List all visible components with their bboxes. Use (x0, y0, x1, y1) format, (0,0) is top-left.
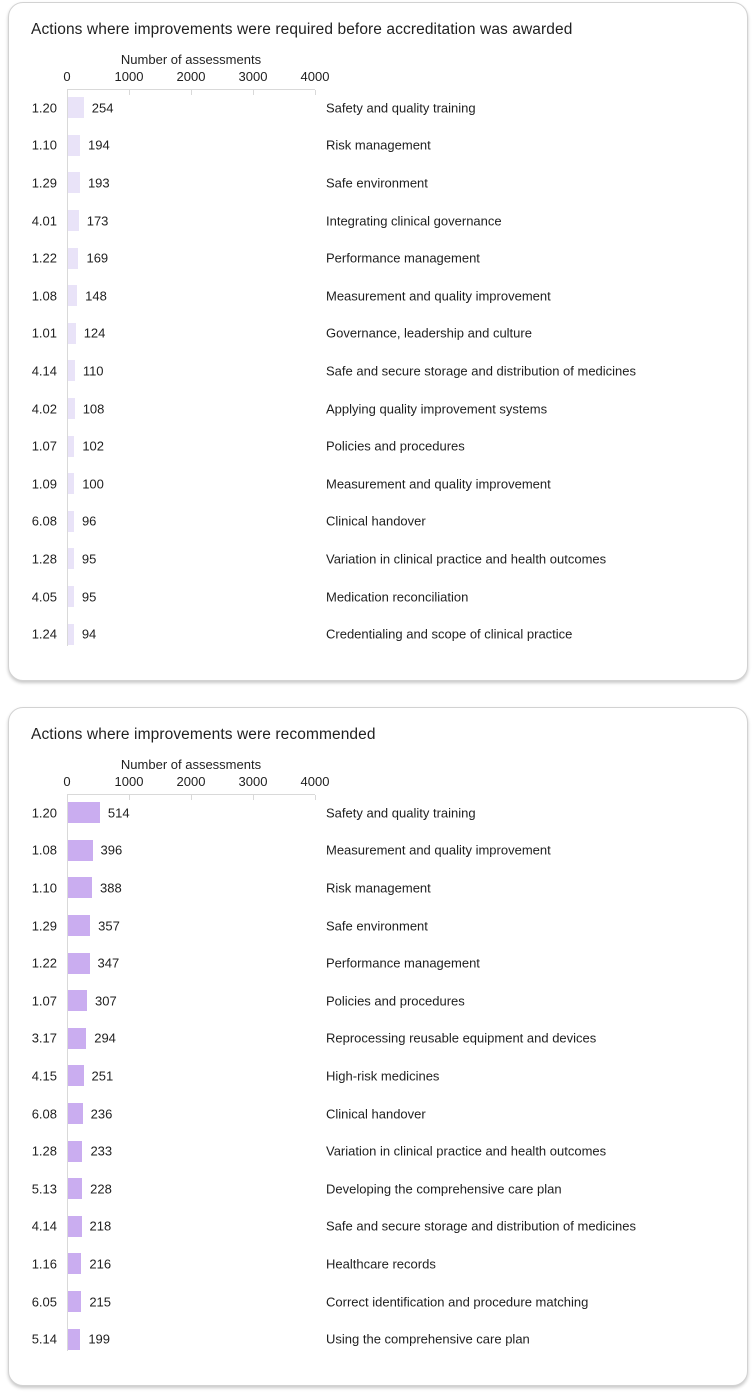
chart-row (9, 202, 747, 240)
bar (68, 210, 79, 231)
row-description: Integrating clinical governance (326, 213, 502, 229)
bar (68, 398, 75, 419)
chart-card-recommended (8, 707, 748, 1386)
bar-value-label: 110 (82, 363, 104, 379)
bar-rows (9, 794, 747, 1358)
row-description: Using the comprehensive care plan (326, 1331, 530, 1347)
row-code: 3.17 (31, 1030, 57, 1046)
x-axis-header (9, 757, 747, 794)
row-description: Performance management (326, 250, 480, 266)
bar-value-label: 94 (81, 626, 97, 642)
bar (68, 473, 74, 494)
row-code: 1.20 (31, 100, 57, 116)
x-axis-tick-label: 3000 (238, 774, 268, 789)
row-description: Safety and quality training (326, 100, 476, 116)
row-description: High-risk medicines (326, 1068, 440, 1084)
row-code: 1.07 (31, 993, 57, 1009)
x-axis-header (9, 52, 747, 89)
bar (68, 1103, 83, 1124)
bar-value-label: 194 (88, 137, 110, 153)
bar (68, 172, 80, 193)
chart-title: Actions where improvements were recommended (31, 726, 376, 743)
row-code: 4.14 (31, 363, 57, 379)
bar-value-label: 108 (82, 401, 105, 417)
chart-row (9, 1320, 747, 1358)
x-axis-tick-label: 1000 (114, 69, 144, 84)
bar (68, 511, 74, 532)
row-description: Policies and procedures (326, 993, 465, 1009)
x-axis-title: Number of assessments (120, 52, 262, 67)
bar (68, 360, 75, 381)
row-code: 1.07 (31, 438, 57, 454)
row-description: Safe environment (326, 918, 428, 934)
row-code: 5.13 (31, 1181, 57, 1197)
bar-value-label: 396 (100, 842, 123, 858)
row-code: 1.22 (31, 250, 57, 266)
bar-value-label: 96 (81, 513, 97, 529)
bar (68, 802, 100, 823)
chart-row (9, 982, 747, 1020)
row-code: 4.05 (31, 589, 57, 605)
row-code: 4.02 (31, 401, 57, 417)
bar (68, 1028, 86, 1049)
bar (68, 1141, 82, 1162)
row-description: Correct identification and procedure matching (326, 1294, 589, 1310)
bar (68, 285, 77, 306)
row-code: 6.08 (31, 513, 57, 529)
bar-value-label: 216 (89, 1256, 112, 1272)
bar-value-label: 388 (100, 880, 122, 896)
chart-row (9, 503, 747, 541)
chart-title: Actions where improvements were required before accreditation was awarded (31, 21, 573, 38)
chart-row (9, 127, 747, 165)
row-code: 1.20 (31, 805, 57, 821)
bar (68, 97, 84, 118)
x-axis-tick-label: 1000 (114, 774, 144, 789)
row-code: 1.01 (31, 325, 57, 341)
chart-row (9, 427, 747, 465)
row-code: 1.24 (31, 626, 57, 642)
bar (68, 248, 78, 269)
bar-value-label: 173 (86, 213, 109, 229)
row-description: Clinical handover (326, 513, 426, 529)
chart-row (9, 907, 747, 945)
bar-value-label: 357 (98, 918, 120, 934)
chart-row (9, 615, 747, 653)
chart-row (9, 1208, 747, 1246)
row-description: Policies and procedures (326, 438, 465, 454)
chart-row (9, 352, 747, 390)
bar (68, 1329, 80, 1350)
bar (68, 586, 74, 607)
row-code: 1.28 (31, 1143, 57, 1159)
bar (68, 1065, 84, 1086)
bar-value-label: 307 (95, 993, 117, 1009)
bar-value-label: 199 (88, 1331, 111, 1347)
bar-value-label: 148 (85, 288, 107, 304)
chart-row (9, 540, 747, 578)
row-code: 5.14 (31, 1331, 57, 1347)
row-description: Safe environment (326, 175, 428, 191)
row-description: Safety and quality training (326, 805, 476, 821)
row-code: 1.09 (31, 476, 57, 492)
row-code: 4.01 (31, 213, 57, 229)
row-code: 4.14 (31, 1218, 57, 1234)
bar-value-label: 95 (81, 589, 97, 605)
bar-value-label: 100 (82, 476, 104, 492)
bar (68, 877, 92, 898)
chart-row (9, 1245, 747, 1283)
bar (68, 323, 76, 344)
x-axis-tick-label: 4000 (300, 69, 330, 84)
row-description: Applying quality improvement systems (326, 401, 548, 417)
bar-value-label: 95 (81, 551, 97, 567)
chart-row (9, 390, 747, 428)
bar (68, 548, 74, 569)
row-code: 1.10 (31, 880, 57, 896)
bar-value-label: 236 (90, 1106, 113, 1122)
bar-value-label: 218 (89, 1218, 112, 1234)
bar-value-label: 514 (107, 805, 130, 821)
bar (68, 624, 74, 645)
row-code: 1.22 (31, 955, 57, 971)
bar-value-label: 254 (91, 100, 114, 116)
bar (68, 840, 93, 861)
bar (68, 990, 87, 1011)
chart-row (9, 832, 747, 870)
row-description: Reprocessing reusable equipment and devices (326, 1030, 597, 1046)
bar-value-label: 169 (86, 250, 109, 266)
row-description: Measurement and quality improvement (326, 476, 551, 492)
chart-row (9, 1132, 747, 1170)
chart-row (9, 89, 747, 127)
row-code: 1.08 (31, 288, 57, 304)
chart-row (9, 1095, 747, 1133)
x-axis-tick-label: 2000 (176, 774, 206, 789)
row-code: 1.29 (31, 918, 57, 934)
row-description: Safe and secure storage and distribution of medicines (326, 1218, 637, 1234)
bar-value-label: 124 (83, 325, 106, 341)
row-description: Safe and secure storage and distribution of medicines (326, 363, 637, 379)
bar (68, 135, 80, 156)
row-description: Performance management (326, 955, 480, 971)
row-description: Measurement and quality improvement (326, 842, 551, 858)
bar-value-label: 193 (87, 175, 110, 191)
chart-row (9, 315, 747, 353)
chart-row (9, 944, 747, 982)
x-axis-tick-label: 2000 (176, 69, 206, 84)
bar-rows (9, 89, 747, 653)
chart-row (9, 1020, 747, 1058)
row-description: Medication reconciliation (326, 589, 469, 605)
x-axis-title: Number of assessments (120, 757, 262, 772)
bar (68, 1253, 81, 1274)
chart-row (9, 277, 747, 315)
row-description: Clinical handover (326, 1106, 426, 1122)
chart-row (9, 1170, 747, 1208)
bar (68, 436, 74, 457)
bar (68, 1178, 82, 1199)
row-code: 1.29 (31, 175, 57, 191)
bar (68, 1216, 82, 1237)
bar-value-label: 251 (91, 1068, 114, 1084)
row-code: 6.05 (31, 1294, 57, 1310)
row-code: 1.28 (31, 551, 57, 567)
row-description: Variation in clinical practice and health outcomes (326, 551, 607, 567)
row-code: 6.08 (31, 1106, 57, 1122)
chart-row (9, 164, 747, 202)
bar (68, 915, 90, 936)
row-code: 1.10 (31, 137, 57, 153)
bar-value-label: 215 (89, 1294, 112, 1310)
chart-row (9, 578, 747, 616)
chart-row (9, 239, 747, 277)
bar-value-label: 102 (82, 438, 105, 454)
chart-card-required (8, 2, 748, 681)
row-code: 4.15 (31, 1068, 57, 1084)
bar-value-label: 233 (90, 1143, 113, 1159)
chart-row (9, 1057, 747, 1095)
bar-value-label: 294 (94, 1030, 116, 1046)
row-description: Healthcare records (326, 1256, 436, 1272)
x-axis-tick-label: 3000 (238, 69, 268, 84)
row-description: Credentialing and scope of clinical practice (326, 626, 573, 642)
row-description: Governance, leadership and culture (326, 325, 532, 341)
x-axis-tick-label: 0 (63, 69, 71, 84)
bar-value-label: 347 (97, 955, 120, 971)
row-description: Measurement and quality improvement (326, 288, 551, 304)
row-description: Variation in clinical practice and health outcomes (326, 1143, 607, 1159)
row-description: Risk management (326, 880, 431, 896)
chart-row (9, 465, 747, 503)
row-code: 1.08 (31, 842, 57, 858)
bar-value-label: 228 (90, 1181, 112, 1197)
x-axis-tick-label: 4000 (300, 774, 330, 789)
chart-row (9, 794, 747, 832)
bar (68, 953, 90, 974)
chart-row (9, 869, 747, 907)
bar (68, 1291, 81, 1312)
row-description: Risk management (326, 137, 431, 153)
x-axis-tick-label: 0 (63, 774, 71, 789)
chart-row (9, 1283, 747, 1321)
row-description: Developing the comprehensive care plan (326, 1181, 562, 1197)
row-code: 1.16 (31, 1256, 57, 1272)
